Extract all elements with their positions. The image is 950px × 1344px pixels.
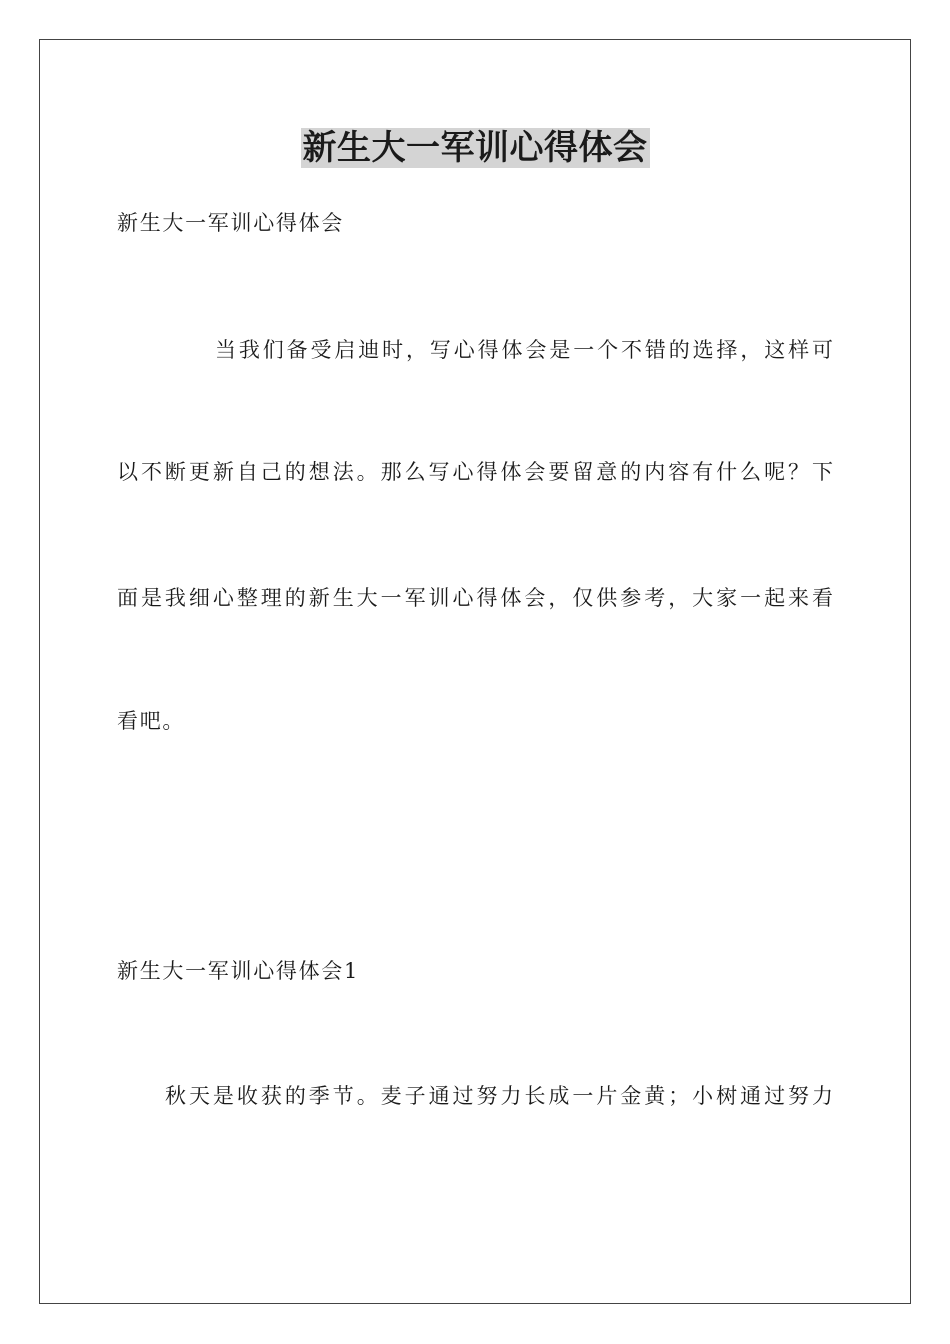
intro-line-1: 当我们备受启迪时，写心得体会是一个不错的选择，这样可 [215, 338, 833, 362]
intro-line-3: 面是我细心整理的新生大一军训心得体会，仅供参考，大家一起来看 [117, 586, 833, 610]
intro-line-2: 以不断更新自己的想法。那么写心得体会要留意的内容有什么呢？下 [117, 460, 833, 484]
intro-line-4: 看吧。 [117, 709, 186, 733]
section-heading: 新生大一军训心得体会1 [117, 959, 360, 983]
section-line-1: 秋天是收获的季节。麦子通过努力长成一片金黄；小树通过努力 [165, 1084, 833, 1108]
document-title: 新生大一军训心得体会 [302, 128, 648, 168]
document-title-block [0, 128, 950, 174]
document-subtitle: 新生大一军训心得体会 [117, 211, 344, 235]
